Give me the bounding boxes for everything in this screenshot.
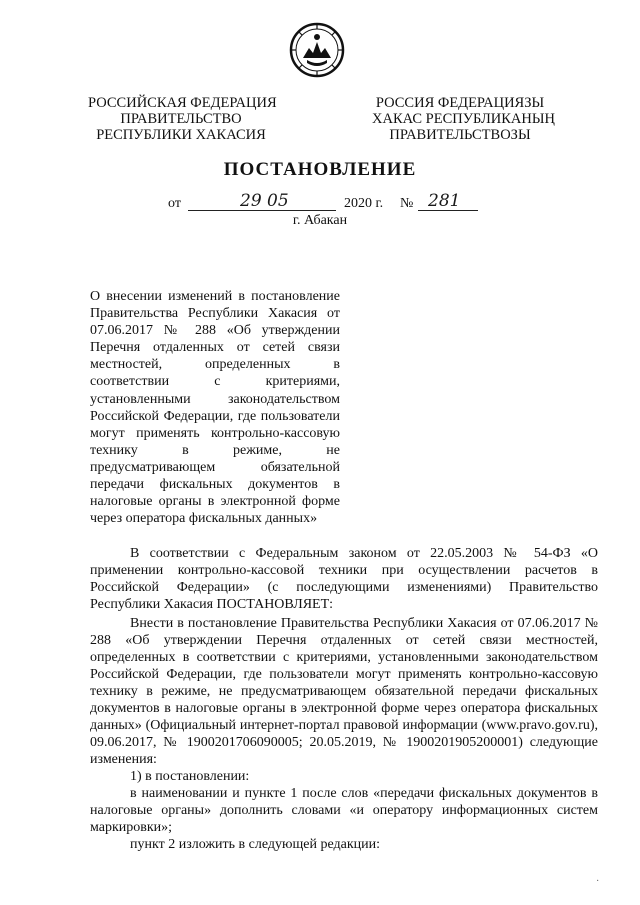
date-number-line	[168, 192, 488, 214]
body-paragraph: пункт 2 изложить в следующей редакции:	[130, 837, 380, 852]
body-paragraph: Внести в постановление Правительства Республики Хакасия от 07.06.2017 № 288 «Об утверждении Перечня отдаленных от сетей связи местностей, определенных в соответствии с критериями, установленными законодательством Российской Федерации, где пользователи могут применять контрольно-кассовую технику в режиме, не предусматривающем обязательной передачи фискальных документов в налоговые органы в электронной форме через оператора фискальных данных» (Официальный интернет-портал правовой информации (www.pravo.gov.ru), 09.06.2017, № 1900201706090005; 20.05.2019, № 1900201905200001) следующие изменения:	[90, 616, 598, 767]
header-right-line: РОССИЯ ФЕДЕРАЦИЯЗЫ	[375, 95, 545, 111]
body-paragraph: в наименовании и пункте 1 после слов «передачи фискальных документов в налоговые органы» дополнить словами «и оператору информационных систем маркировки»;	[90, 786, 598, 835]
from-label: от	[168, 196, 181, 211]
header-right-block	[372, 95, 555, 143]
body-paragraph: В соответствии с Федеральным законом от 22.05.2003 № 54-ФЗ «О применении контрольно-кассовой техники при осуществлении расчетов в Российской Федерации» (с последующими изменениями) Правительство Республики Хакасия ПОСТАНОВЛЯЕТ:	[90, 546, 598, 612]
number-label: №	[400, 196, 414, 211]
header-left-line: РЕСПУБЛИКИ ХАКАСИЯ	[96, 127, 266, 143]
body-paragraph: 1) в постановлении:	[130, 769, 250, 784]
page-mark: ·	[596, 876, 600, 887]
year-label: 2020 г.	[344, 196, 384, 211]
document-title: ПОСТАНОВЛЕНИЕ	[223, 159, 417, 180]
header-left-line: ПРАВИТЕЛЬСТВО	[120, 111, 242, 127]
city-label: г. Абакан	[292, 213, 348, 228]
subject-block: О внесении изменений в постановление Правительства Республики Хакасия от 07.06.2017 № 288 «Об утверждении Перечня отдаленных от сетей связи местностей, определенных в соответствии с критериями, установленными законодательством Российской Федерации, где пользователи могут применять контрольно-кассовую технику в режиме, не предусматривающем обязательной передачи фискальных документов в налоговые органы в электронной форме через оператора фискальных данных»	[90, 289, 340, 527]
header-left-line: РОССИЙСКАЯ ФЕДЕРАЦИЯ	[88, 95, 277, 111]
header-right-line: ПРАВИТЕЛЬСТВОЗЫ	[389, 127, 531, 143]
header-right-line: ХАКАС РЕСПУБЛИКАНЫҢ	[372, 111, 555, 127]
coat-of-arms-emblem	[289, 22, 345, 78]
body-text	[90, 545, 598, 853]
handwritten-date: 29 05	[240, 191, 289, 211]
handwritten-number: 281	[428, 191, 461, 211]
header-left-block	[88, 95, 277, 143]
